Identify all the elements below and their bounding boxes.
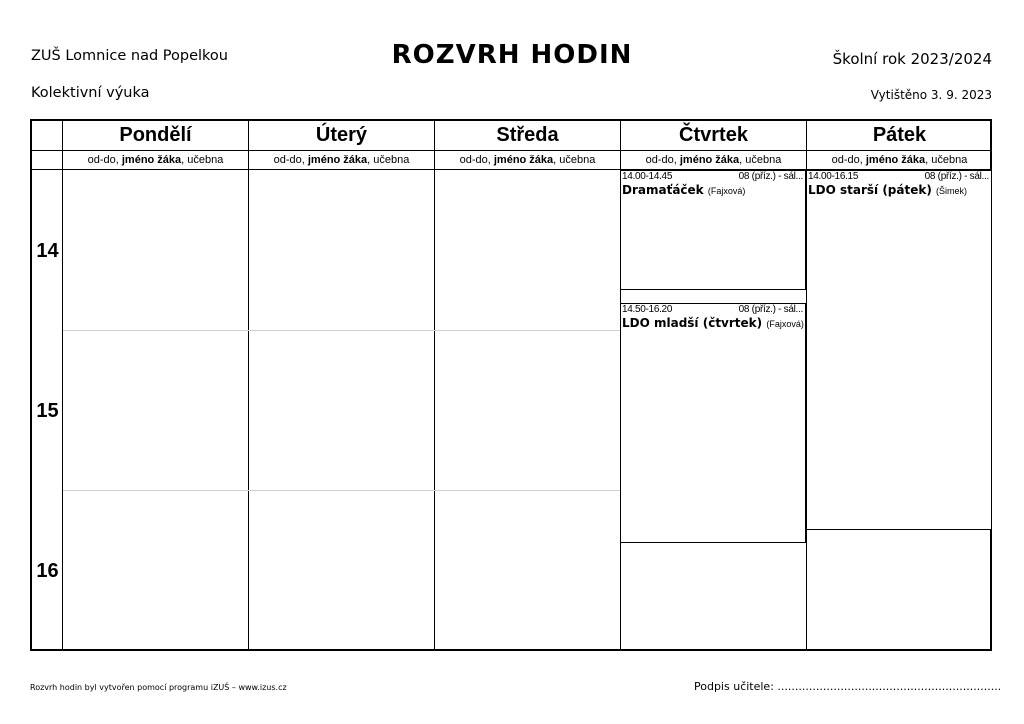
lesson-time: 14.00-14.45 (622, 171, 673, 182)
column-legend: od-do, jméno žáka, učebna (459, 154, 596, 166)
column-legend: od-do, jméno žáka, učebna (87, 154, 224, 166)
column-legend: od-do, jméno žáka, učebna (645, 154, 782, 166)
hour-label: 15 (36, 400, 59, 422)
lesson-teacher: (Šimek) (936, 186, 968, 196)
timetable-grid (30, 119, 992, 651)
school-name: ZUŠ Lomnice nad Popelkou (31, 48, 228, 64)
printed-date: Vytištěno 3. 9. 2023 (870, 88, 992, 102)
lesson-block[interactable] (620, 303, 806, 543)
schedule-type: Kolektivní výuka (31, 85, 150, 101)
lesson-teacher: (Fajxová) (707, 186, 746, 196)
lesson-room: 08 (příz.) - sál... (924, 171, 989, 182)
page-title: ROZVRH HODIN (391, 40, 633, 70)
day-header-friday: Pátek (872, 124, 927, 146)
footer-credit: Rozvrh hodin byl vytvořen pomocí programu iZUŠ – www.izus.cz (30, 683, 287, 692)
lesson-name: LDO mladší (čtvrtek) (622, 316, 763, 331)
lesson-block[interactable] (620, 170, 806, 290)
lesson-name: LDO starší (pátek) (808, 183, 932, 197)
hour-label: 16 (36, 560, 59, 582)
day-header-wednesday: Středa (496, 124, 559, 146)
lesson-time: 14.50-16.20 (622, 304, 673, 316)
lesson-room: 08 (příz.) - sál... (738, 171, 803, 182)
school-year: Školní rok 2023/2024 (832, 50, 992, 68)
hour-label: 14 (36, 240, 59, 262)
day-header-monday: Pondělí (119, 124, 192, 146)
day-header-thursday: Čtvrtek (679, 124, 748, 146)
column-legend: od-do, jméno žáka, učebna (831, 154, 968, 166)
lesson-block[interactable] (806, 170, 992, 530)
lesson-time: 14.00-16.15 (808, 171, 859, 182)
lesson-teacher: (Fajxová) (766, 319, 804, 330)
teacher-signature-line: Podpis učitele: ................................................................ (694, 680, 1002, 693)
lesson-room: 08 (příz.) - sál... (738, 304, 803, 316)
day-header-tuesday: Úterý (315, 124, 368, 146)
column-legend: od-do, jméno žáka, učebna (273, 154, 410, 166)
lesson-name: Dramaťáček (622, 183, 704, 197)
